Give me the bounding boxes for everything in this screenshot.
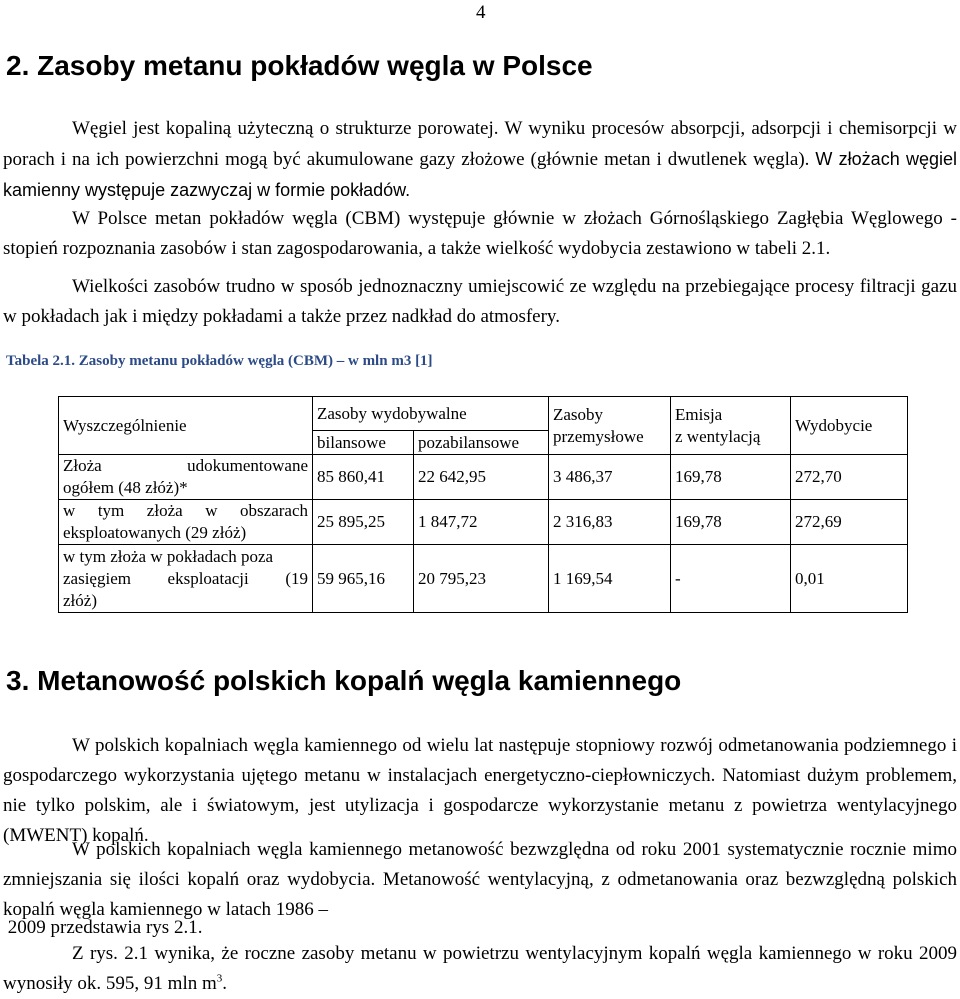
header-emisja bbox=[671, 397, 791, 455]
table-caption: Tabela 2.1. Zasoby metanu pokładów węgla (CBM) – w mln m3 [1] bbox=[6, 353, 433, 369]
cell-wydobycie: 0,01 bbox=[791, 545, 908, 613]
row-label-line: eksploatowanych (29 złóż) bbox=[63, 523, 247, 542]
cell-pozabilansowe: 1 847,72 bbox=[414, 500, 549, 545]
row-label-line: w tym złoża w pokładach poza bbox=[63, 546, 274, 566]
row-label-line: złóż) bbox=[63, 590, 97, 610]
row-label-line: ogółem (48 złóż)* bbox=[63, 478, 188, 497]
header-wydobycie: Wydobycie bbox=[791, 397, 908, 455]
section-3-heading: 3. Metanowość polskich kopalń węgla kamiennego bbox=[6, 665, 682, 696]
row-label bbox=[59, 545, 313, 613]
paragraph-1-sans-text: W złożach węgiel kamienny występuje zazwyczaj w formie pokładów. bbox=[3, 149, 957, 200]
section-2-paragraph-3: Wielkości zasobów trudno w sposób jednoznaczny umiejscowić ze względu na przebiegające procesy filtracji gazu w pokładach jak i między pokładami a także przez nadkład do atmosfery. bbox=[3, 276, 957, 327]
row-label-line: Złoża udokumentowane bbox=[63, 456, 308, 475]
cell-wydobycie: 272,69 bbox=[791, 500, 908, 545]
section-3-paragraph-2-end: 2009 przedstawia rys 2.1. bbox=[3, 917, 203, 938]
header-zasoby-wydobywalne: Zasoby wydobywalne bbox=[313, 397, 549, 431]
row-label bbox=[59, 455, 313, 500]
header-pozabilansowe: pozabilansowe bbox=[414, 431, 549, 455]
cell-emisja: 169,78 bbox=[671, 500, 791, 545]
row-label-line: zasięgiem eksploatacji (19 bbox=[63, 568, 308, 588]
cell-pozabilansowe: 20 795,23 bbox=[414, 545, 549, 613]
section-2-paragraph-1 bbox=[3, 114, 957, 206]
page-number: 4 bbox=[476, 2, 486, 23]
cell-emisja: 169,78 bbox=[671, 455, 791, 500]
superscript-3: 3 bbox=[216, 972, 223, 985]
table-header-row bbox=[59, 397, 908, 431]
header-emisja-line1: Emisja bbox=[675, 404, 723, 424]
row-label-line: w tym złoża w obszarach bbox=[63, 501, 308, 520]
section-2-heading: 2. Zasoby metanu pokładów węgla w Polsce bbox=[6, 50, 593, 81]
header-emisja-line2: z wentylacją bbox=[675, 426, 761, 446]
section-2-paragraph-2: W Polsce metan pokładów węgla (CBM) występuje głównie w złożach Górnośląskiego Zagłębia Węglowego - stopień rozpoznania zasobów i stan zagospodarowania, a także wielkość wydobycia zestawiono w tabeli 2.1. bbox=[3, 208, 957, 259]
section-3-paragraph-2: W polskich kopalniach węgla kamiennego metanowość bezwzględna od roku 2001 systematycznie rocznie mimo zmniejszania się ilości kopalń oraz wydobycia. Metanowość wentylacyjną, z odmetanowania oraz bezwzględną polskich kopalń węgla kamiennego w latach 1986 – bbox=[3, 839, 957, 920]
cell-emisja: - bbox=[671, 545, 791, 613]
cell-bilansowe: 25 895,25 bbox=[313, 500, 414, 545]
header-bilansowe: bilansowe bbox=[313, 431, 414, 455]
table-row bbox=[59, 455, 908, 500]
cbm-resources-table bbox=[58, 396, 908, 613]
paragraph-3-end: . bbox=[222, 973, 228, 994]
cell-bilansowe: 85 860,41 bbox=[313, 455, 414, 500]
paragraph-3-text: Z rys. 2.1 wynika, że roczne zasoby metanu w powietrzu wentylacyjnym kopalń węgla kamiennego w roku 2009 wynosiły ok. 595, 91 mln m bbox=[3, 943, 957, 994]
cell-bilansowe: 59 965,16 bbox=[313, 545, 414, 613]
header-zasoby-przemyslowe: Zasoby przemysłowe bbox=[549, 397, 671, 455]
cell-przemyslowe: 3 486,37 bbox=[549, 455, 671, 500]
cell-wydobycie: 272,70 bbox=[791, 455, 908, 500]
section-3-paragraph-3 bbox=[3, 939, 957, 999]
cell-przemyslowe: 2 316,83 bbox=[549, 500, 671, 545]
cell-przemyslowe: 1 169,54 bbox=[549, 545, 671, 613]
cell-pozabilansowe: 22 642,95 bbox=[414, 455, 549, 500]
section-3-paragraph-1: W polskich kopalniach węgla kamiennego od wielu lat następuje stopniowy rozwój odmetanowania podziemnego i gospodarczego wykorzystania ujętego metanu w instalacjach energetyczno-ciepłowniczych. Natomiast dużym problemem, nie tylko polskim, ale i światowym, jest utylizacja i gospodarcze wykorzystanie metanu z powietrza wentylacyjnego (MWENT) kopalń. bbox=[3, 735, 957, 846]
paragraph-1-text: Węgiel jest kopaliną użyteczną o strukturze porowatej. W wyniku procesów absorpcji, adsorpcji i chemisorpcji w porach i na ich powierzchni mogą być akumulowane gazy złożowe (głównie metan i dwutlenek węgla). bbox=[3, 118, 957, 170]
row-label bbox=[59, 500, 313, 545]
table-row bbox=[59, 500, 908, 545]
header-wyszczegolnienie: Wyszczególnienie bbox=[59, 397, 313, 455]
table-row bbox=[59, 545, 908, 613]
